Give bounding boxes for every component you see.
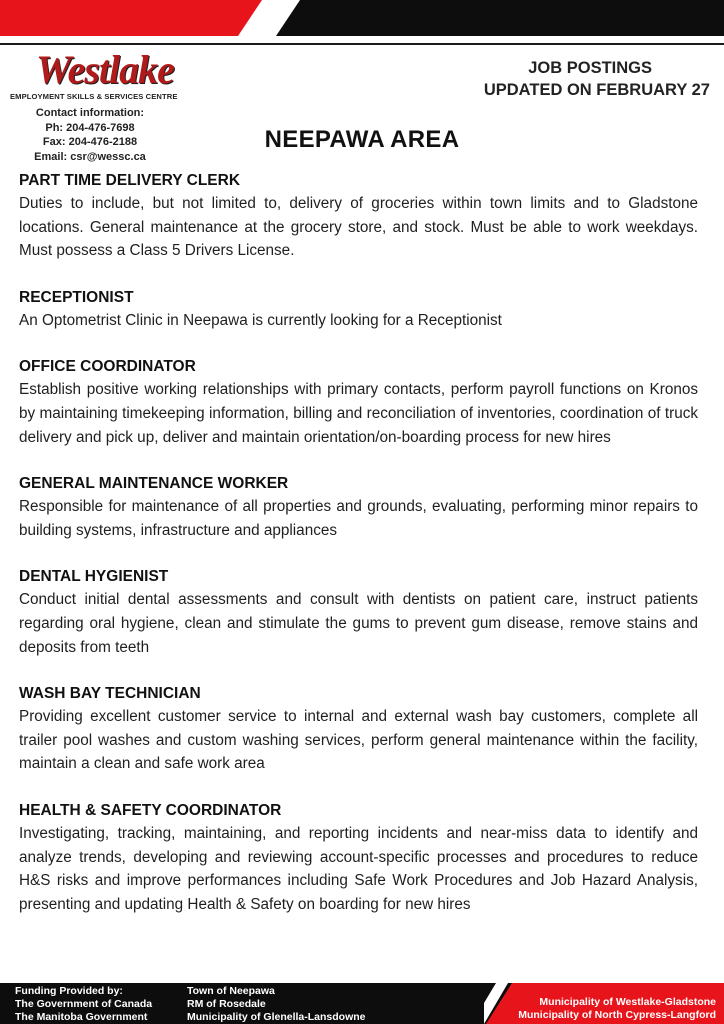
job-description: Duties to include, but not limited to, delivery of groceries within town limits and to Gladstone locations. General maintenance at the grocery store, and stock. Must be able to work weekdays. Must possess a Class 5 Drivers License.	[19, 195, 698, 260]
job-description: Establish positive working relationships with primary contacts, perform payroll functions on Kronos by maintaining timekeeping information, billing and reconciliation of inventories, coordination of truck delivery and pick up, deliver and maintain orientation/on-boarding process for new hires	[19, 381, 698, 446]
job-list	[19, 170, 698, 940]
job-title: OFFICE COORDINATOR	[19, 358, 196, 376]
job-title: DENTAL HYGIENIST	[19, 568, 169, 586]
job-title: PART TIME DELIVERY CLERK	[19, 172, 241, 189]
funding-label: Funding Provided by:	[15, 985, 123, 997]
job-description: An Optometrist Clinic in Neepawa is currently looking for a Receptionist	[19, 311, 502, 329]
job-posting	[19, 800, 698, 916]
job-description: Responsible for maintenance of all properties and grounds, evaluating, performing minor repairs to building systems, infrastructure and appliances	[19, 498, 698, 539]
westlake-logo	[10, 47, 180, 102]
top-banner	[0, 0, 724, 36]
logo-subtitle: EMPLOYMENT SKILLS & SERVICES CENTRE	[10, 92, 178, 101]
town-item: Municipality of Glenella-Lansdowne	[187, 1011, 366, 1023]
job-description: Investigating, tracking, maintaining, and reporting incidents and near-miss data to identify and analyze trends, developing and reviewing account-specific processes and procedures to reduce H&S risks and improve performances including Safe Work Procedures and Job Hazard Analysis, presenting and updating Health & Safety on boarding for new hires	[19, 824, 698, 913]
job-posting	[19, 473, 698, 542]
municipality-item: Municipality of Westlake-Gladstone	[539, 996, 716, 1008]
footer	[0, 983, 724, 1024]
funding-column	[15, 985, 152, 1024]
town-item: RM of Rosedale	[187, 998, 266, 1010]
job-title: GENERAL MAINTENANCE WORKER	[19, 475, 289, 493]
job-posting	[19, 356, 698, 449]
postings-label: JOB POSTINGS	[528, 59, 652, 77]
contact-email: Email: csr@wessc.ca	[34, 150, 146, 163]
postings-header	[484, 57, 710, 101]
contact-fax: Fax: 204-476-2188	[42, 136, 138, 148]
job-title: HEALTH & SAFETY COORDINATOR	[19, 801, 282, 819]
municipality-item: Municipality of North Cypress-Langford	[518, 1009, 716, 1021]
job-posting	[19, 566, 698, 659]
area-title: NEEPAWA AREA	[264, 126, 460, 153]
municipalities-column	[518, 996, 716, 1022]
job-description: Conduct initial dental assessments and consult with dentists on patient care, instruct patients regarding oral hygiene, clean and stimulate the gums to prevent gum disease, remove stains and deposits from teeth	[19, 591, 698, 656]
job-posting	[19, 170, 698, 263]
job-posting	[19, 683, 698, 776]
header-divider	[0, 43, 724, 45]
towns-column	[187, 985, 366, 1024]
job-posting	[19, 287, 698, 333]
updated-label: UPDATED ON FEBRUARY 27	[483, 81, 710, 99]
job-title: WASH BAY TECHNICIAN	[19, 685, 201, 703]
logo-wordmark: Westlake	[36, 47, 174, 92]
funder-item: The Government of Canada	[15, 998, 153, 1010]
funder-item: The Manitoba Government	[15, 1011, 148, 1023]
contact-phone: Ph: 204-476-7698	[45, 121, 135, 134]
town-item: Town of Neepawa	[187, 985, 275, 997]
job-description: Providing excellent customer service to internal and external wash bay customers, complete all trailer pool washes and custom washing services, perform general maintenance within the facility, maintain a clean and safe work area	[19, 708, 698, 773]
contact-heading: Contact information:	[35, 107, 145, 119]
job-title: RECEPTIONIST	[19, 288, 134, 306]
